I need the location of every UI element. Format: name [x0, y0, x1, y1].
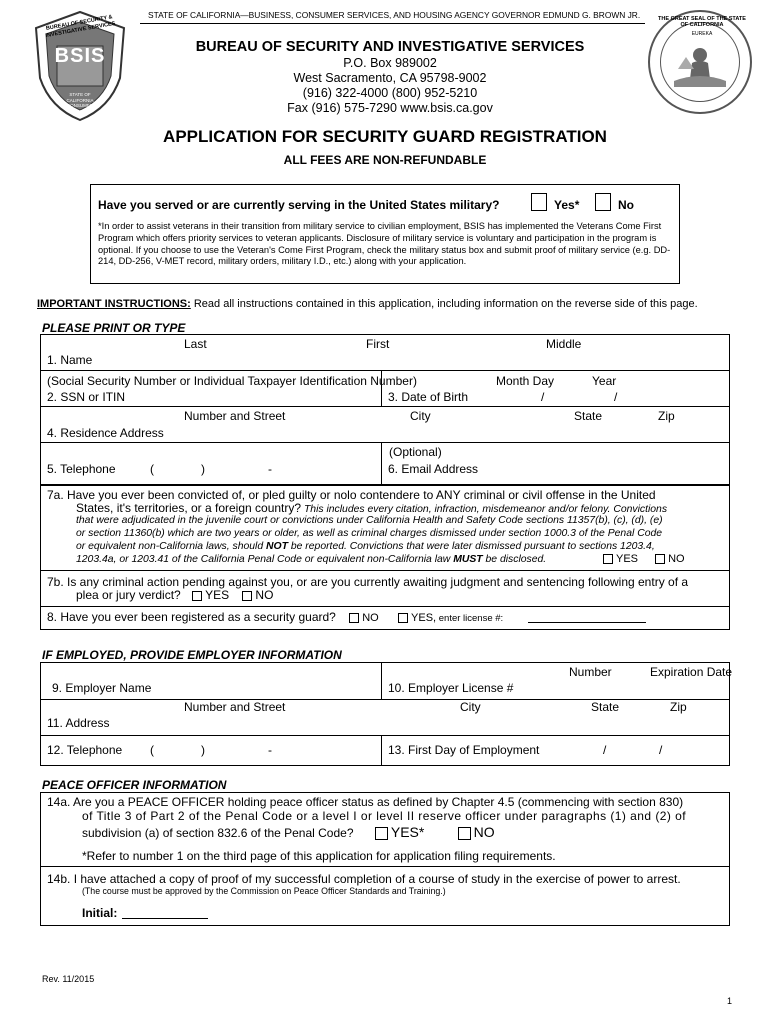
date-slash: / — [659, 743, 663, 757]
ssn-note: (Social Security Number or Individual Taxpayer Identification Number) — [47, 374, 417, 388]
q7a-italic-5 — [76, 554, 546, 565]
agency-fax-web: Fax (916) 575-7290 www.bsis.ca.gov — [287, 101, 493, 115]
q7a-italic-3: or section 11360(b) which are two years or older, as well as criminal charges dismissed under section 1000.3 of the Penal Code — [76, 528, 663, 539]
label-last: Last — [184, 337, 207, 351]
field-telephone[interactable]: 5. Telephone — [47, 462, 116, 476]
q14a-no-label: NO — [473, 824, 495, 840]
field-first-day[interactable]: 13. First Day of Employment — [388, 743, 540, 757]
label-expiration: Expiration Date — [650, 665, 733, 679]
q7a-italic-2: that were adjudicated in the juvenile court or convictions under California Health and Safety Code sections 11357(b), (c), (d), (e) — [76, 515, 663, 526]
row-divider — [40, 406, 730, 407]
label-month-day: Month Day — [496, 374, 555, 388]
q7a-yes-label: YES — [616, 553, 639, 565]
q7a-yes-checkbox[interactable] — [603, 554, 613, 564]
phone-dash: - — [268, 462, 272, 476]
row-divider — [40, 442, 730, 443]
q8-yes-checkbox[interactable] — [398, 613, 408, 623]
field-employer-name[interactable]: 9. Employer Name — [52, 681, 152, 695]
question-7b-cont — [76, 588, 273, 602]
question-7a-cont — [76, 501, 667, 515]
question-7a: 7a. Have you ever been convicted of, or pled guilty or nolo contendere to ANY criminal or civil offense in the United — [47, 488, 656, 502]
row-divider — [40, 735, 730, 736]
row-divider — [40, 606, 730, 607]
seal-figure-icon — [670, 35, 730, 89]
military-yes-checkbox[interactable] — [531, 193, 547, 211]
q7a-no-checkbox[interactable] — [655, 554, 665, 564]
q8-license-label: enter license #: — [436, 613, 504, 624]
q14a-no-checkbox[interactable] — [458, 827, 471, 840]
label-state: State — [591, 700, 620, 714]
label-year: Year — [592, 374, 617, 388]
applicant-grid — [40, 334, 730, 485]
dob-slash: / — [541, 390, 545, 404]
q7b-no-label: NO — [255, 588, 274, 602]
field-email[interactable]: 6. Email Address — [388, 462, 479, 476]
military-yes-label: Yes* — [554, 198, 580, 212]
q7a-no-label: NO — [668, 553, 685, 565]
phone-paren-open: ( — [150, 743, 154, 757]
q7a-cont-text: States, it's territories, or a foreign country? — [76, 501, 302, 515]
license-number-line[interactable] — [528, 622, 646, 623]
agency-city: West Sacramento, CA 95798-9002 — [293, 71, 487, 85]
q8-yes-label: YES, — [411, 612, 437, 624]
form-title: APPLICATION FOR SECURITY GUARD REGISTRATION — [163, 127, 607, 146]
q14a-yes-checkbox[interactable] — [375, 827, 388, 840]
form-subtitle: ALL FEES ARE NON-REFUNDABLE — [283, 153, 487, 167]
label-city: City — [410, 409, 431, 423]
military-no-label: No — [618, 198, 634, 212]
dob-slash: / — [614, 390, 618, 404]
section-employer: IF EMPLOYED, PROVIDE EMPLOYER INFORMATION — [42, 648, 342, 662]
state-agency-line: STATE OF CALIFORNIA—BUSINESS, CONSUMER SERVICES, AND HOUSING AGENCY GOVERNOR EDMUND G. BROWN JR. — [148, 10, 641, 20]
field-employer-address[interactable]: 11. Address — [47, 716, 110, 730]
q7b-cont-text: plea or jury verdict? — [76, 588, 181, 602]
q8-text: 8. Have you ever been registered as a security guard? — [47, 610, 336, 624]
question-14a-l3 — [82, 824, 495, 840]
q7a-italic-4b: be reported. Convictions that were later dismissed pursuant to sections 1203.4, — [287, 541, 655, 552]
question-7b: 7b. Is any criminal action pending against you, or are you currently awaiting judgment and sentencing following entry of a — [47, 575, 689, 589]
row-divider — [40, 370, 730, 371]
bsis-logo-text: BSIS — [54, 45, 106, 67]
seal-motto: EUREKA — [691, 31, 713, 37]
label-state: State — [574, 409, 603, 423]
q14a-l3-text: subdivision (a) of section 832.6 of the Penal Code? — [82, 826, 354, 840]
question-14a-l1: 14a. Are you a PEACE OFFICER holding peace officer status as defined by Chapter 4.5 (commencing with section 830) — [47, 795, 684, 809]
agency-name: BUREAU OF SECURITY AND INVESTIGATIVE SERVICES — [195, 39, 585, 55]
q7a-italic-1: This includes every citation, infraction, misdemeanor and/or felony. Convictions — [301, 504, 668, 515]
label-city: City — [460, 700, 481, 714]
date-slash: / — [603, 743, 607, 757]
q7b-no-checkbox[interactable] — [242, 591, 252, 601]
q7a-must: MUST — [453, 554, 483, 565]
q7a-italic-4a: or equivalent non-California laws, should — [76, 541, 267, 552]
q14a-yes-label: YES* — [390, 824, 425, 840]
q8-no-label: NO — [362, 612, 379, 624]
instructions-label: IMPORTANT INSTRUCTIONS: — [37, 298, 191, 310]
question-14b: 14b. I have attached a copy of proof of my successful completion of a course of study in the exercise of power to arrest. — [47, 872, 681, 886]
bsis-bottom-text: STATE OF CALIFORNIA CONSUMER AFFAIRS — [66, 92, 94, 114]
label-middle: Middle — [546, 337, 582, 351]
q7a-answers — [600, 553, 685, 565]
agency-po-box: P.O. Box 989002 — [343, 56, 437, 70]
col-divider — [381, 662, 382, 699]
label-optional: (Optional) — [389, 445, 442, 459]
important-instructions — [37, 298, 698, 310]
agency-phones: (916) 322-4000 (800) 952-5210 — [302, 86, 478, 100]
label-number-street: Number and Street — [184, 700, 286, 714]
military-question: Have you served or are currently serving in the United States military? — [98, 198, 500, 212]
q7b-yes-checkbox[interactable] — [192, 591, 202, 601]
phone-paren-close: ) — [201, 462, 205, 476]
phone-dash: - — [268, 743, 272, 757]
row-divider — [40, 570, 730, 571]
initial-label: Initial: — [82, 906, 118, 920]
row-divider — [40, 699, 730, 700]
refer-note: *Refer to number 1 on the third page of this application for application filing requirements. — [82, 849, 556, 863]
label-zip: Zip — [670, 700, 687, 714]
q7a-not: NOT — [266, 541, 288, 552]
revision: Rev. 11/2015 — [42, 974, 95, 984]
section-please-print: PLEASE PRINT OR TYPE — [42, 321, 186, 335]
page-number: 1 — [727, 996, 733, 1006]
field-residence[interactable]: 4. Residence Address — [47, 426, 164, 440]
field-ssn[interactable]: 2. SSN or ITIN — [47, 390, 126, 404]
bsis-ring-text: BUREAU OF SECURITY & INVESTIGATIVE SERVICES — [45, 14, 116, 40]
phone-paren-close: ) — [201, 743, 205, 757]
q7b-yes-label: YES — [205, 588, 230, 602]
phone-paren-open: ( — [150, 462, 154, 476]
label-zip: Zip — [658, 409, 675, 423]
military-no-checkbox[interactable] — [595, 193, 611, 211]
field-name[interactable]: 1. Name — [47, 353, 93, 367]
bsis-logo — [30, 8, 130, 123]
header-rule — [140, 23, 645, 24]
label-first: First — [366, 337, 390, 351]
field-employer-license[interactable]: 10. Employer License # — [388, 681, 514, 695]
field-employer-telephone[interactable]: 12. Telephone — [47, 743, 123, 757]
col-divider — [381, 735, 382, 766]
instructions-text: Read all instructions contained in this application, including information on the reverse side of this page. — [190, 298, 698, 310]
section-peace-officer: PEACE OFFICER INFORMATION — [42, 778, 227, 792]
military-note: *In order to assist veterans in their transition from military service to civilian employment, BSIS has implemented the Veterans Come First Program which offers priority services to veteran applicants. Disclosure of military service is voluntary and participation in the program is optional. If you choose to use the Veteran's Come First Program, check the military status box and submit proof of military service (e.g. DD-214, DD-256, V-MET record, military orders, military I.D., etc.) along with your application. — [98, 221, 671, 267]
question-14a-l2: of Title 3 of Part 2 of the Penal Code or a level I or level II reserve officer under paragraphs (1) and (2) of — [82, 809, 687, 823]
seal-ring-text: THE GREAT SEAL OF THE STATE OF CALIFORNIA — [658, 16, 746, 28]
label-license-number: Number — [569, 665, 612, 679]
employer-grid — [40, 662, 733, 766]
q7a-italic-5a: 1203.4a, or 1203.41 of the California Penal Code or equivalent non-California law — [76, 554, 454, 565]
label-number-street: Number and Street — [184, 409, 286, 423]
initial-line[interactable] — [122, 918, 208, 919]
california-state-seal — [648, 10, 752, 114]
q7a-italic-5b: be disclosed. — [482, 554, 547, 565]
question-8 — [47, 610, 503, 624]
row-divider — [40, 866, 730, 867]
field-dob[interactable]: 3. Date of Birth — [388, 390, 469, 404]
q7a-italic-4 — [76, 541, 655, 552]
col-divider — [381, 442, 382, 485]
q8-no-checkbox[interactable] — [349, 613, 359, 623]
q14b-note: (The course must be approved by the Commission on Peace Officer Standards and Training.) — [82, 886, 446, 896]
